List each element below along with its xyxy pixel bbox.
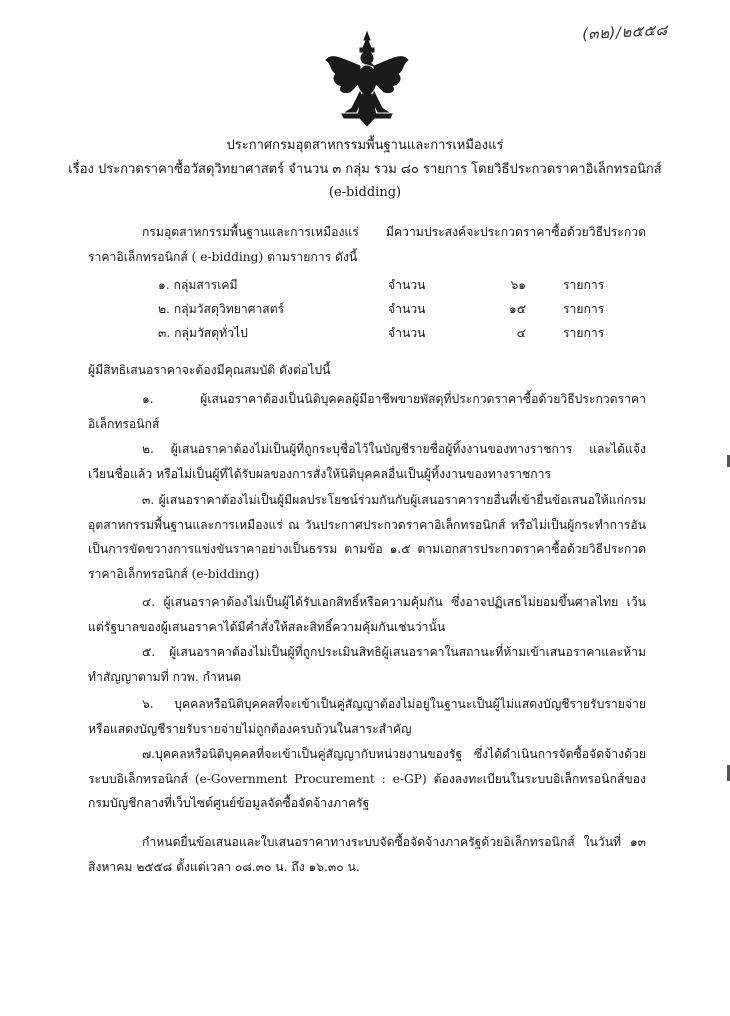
group-qty: ๑๕ bbox=[509, 302, 526, 316]
group-qty-label: จำนวน bbox=[388, 326, 426, 340]
deadline-text: กำหนดยื่นข้อเสนอและใบเสนอราคาทางระบบจัดซื้อจัดจ้างภาครัฐด้วยอิเล็กทรอนิกส์ ในวันที่ ๑๓ สิงหาคม ๒๕๕๘ ตั้งแต่เวลา ๐๘.๓๐ น. ถึง ๑๖.๓๐ น. bbox=[88, 835, 646, 874]
qualifications-heading: ผู้มีสิทธิเสนอราคาจะต้องมีคุณสมบัติ ดังต่อไปนี้ bbox=[88, 363, 331, 377]
group-row bbox=[158, 300, 618, 324]
qualification-item-1 bbox=[88, 387, 646, 436]
group-unit: รายการ bbox=[563, 326, 605, 340]
qualification-item-4 bbox=[88, 590, 646, 639]
submission-deadline-paragraph bbox=[88, 830, 646, 879]
qualification-text: ๑. ผู้เสนอราคาต้องเป็นนิติบุคคลผู้มีอาชีพขายพัสดุที่ประกวดราคาซื้อด้วยวิธีประกวดราคาอิเล็กทรอนิกส์ bbox=[88, 392, 646, 431]
qualification-item-3 bbox=[88, 488, 646, 586]
group-unit: รายการ bbox=[563, 278, 605, 292]
qualification-item-6 bbox=[88, 692, 646, 741]
group-name: ๓. กลุ่มวัสดุทั่วไป bbox=[158, 326, 248, 340]
qualification-text: ๗.บุคคลหรือนิติบุคคลที่จะเข้าเป็นคู่สัญญากับหน่วยงานของรัฐ ซึ่งได้ดำเนินการจัดซื้อจัดจ้างด้วยระบบอิเล็กทรอนิกส์ (e-Government Procurement : e-GP) ต้องลงทะเบียนในระบบอิเล็กทรอนิกส์ของกรมบัญชีกลางที่เว็บไซต์ศูนย์ข้อมูลจัดซื้อจัดจ้างภาครัฐ bbox=[88, 747, 646, 810]
group-name: ๑. กลุ่มสารเคมี bbox=[158, 278, 238, 292]
handwritten-reference-note: (๓๒)/๒๕๕๘ bbox=[582, 20, 669, 44]
group-row bbox=[158, 276, 618, 300]
group-qty-label: จำนวน bbox=[388, 278, 426, 292]
group-row bbox=[158, 324, 618, 348]
group-unit: รายการ bbox=[563, 302, 605, 316]
announcement-method: (e-bidding) bbox=[328, 185, 402, 200]
qualification-item-2 bbox=[88, 437, 646, 486]
garuda-emblem-icon bbox=[322, 30, 412, 130]
qualification-item-7 bbox=[88, 742, 646, 816]
group-name: ๒. กลุ่มวัสดุวิทยาศาสตร์ bbox=[158, 302, 285, 316]
qualification-text: ๕. ผู้เสนอราคาต้องไม่เป็นผู้ที่ถูกประเมินสิทธิผู้เสนอราคาในสถานะที่ห้ามเข้าเสนอราคาและห้ามทำสัญญาตามที่ กวพ. กำหนด bbox=[88, 645, 646, 684]
intro-text: กรมอุตสาหกรรมพื้นฐานและการเหมืองแร่ มีความประสงค์จะประกวดราคาซื้อด้วยวิธีประกวดราคาอิเล็กทรอนิกส์ ( e-bidding) ตามรายการ ดังนี้ bbox=[88, 225, 646, 264]
qualification-text: ๔. ผู้เสนอราคาต้องไม่เป็นผู้ได้รับเอกสิทธิ์หรือความคุ้มกัน ซึ่งอาจปฏิเสธไม่ยอมขึ้นศาลไทย เว้นแต่รัฐบาลของผู้เสนอราคาได้มีคำสั่งให้สละสิทธิ์ความคุ้มกันเช่นว่านั้น bbox=[88, 595, 646, 634]
group-qty-label: จำนวน bbox=[388, 302, 426, 316]
qualification-text: ๖. บุคคลหรือนิติบุคคลที่จะเข้าเป็นคู่สัญญาต้องไม่อยู่ในฐานะเป็นผู้ไม่แสดงบัญชีรายรับรายจ่าย หรือแสดงบัญชีรายรับรายจ่ายไม่ถูกต้องครบถ้วนในสาระสำคัญ bbox=[88, 697, 646, 736]
group-qty: ๖๑ bbox=[510, 278, 526, 292]
qualification-text: ๓. ผู้เสนอราคาต้องไม่เป็นผู้มีผลประโยชน์ร่วมกันกับผู้เสนอราคารายอื่นที่เข้ายื่นข้อเสนอให้แก่กรมอุตสาหกรรมพื้นฐานและการเหมืองแร่ ณ วันประกาศประกวดราคาอิเล็กทรอนิกส์ หรือไม่เป็นผู้กระทำการอันเป็นการขัดขวางการแข่งขันราคาอย่างเป็นธรรม ตามข้อ ๑.๕ ตามเอกสารประกวดราคาซื้อด้วยวิธีประกวดราคาอิเล็กทรอนิกส์ (e-bidding) bbox=[88, 493, 646, 581]
qualification-text: ๒. ผู้เสนอราคาต้องไม่เป็นผู้ที่ถูกระบุชื่อไว้ในบัญชีรายชื่อผู้ทิ้งงานของทางราชการ และได้แจ้งเวียนชื่อแล้ว หรือไม่เป็นผู้ที่ได้รับผลของการสั่งให้นิติบุคคลอื่นเป็นผู้ทิ้งงานของทางราชการ bbox=[88, 442, 646, 481]
announcement-subject: เรื่อง ประกวดราคาซื้อวัสดุวิทยาศาสตร์ จำนวน ๓ กลุ่ม รวม ๘๐ รายการ โดยวิธีประกวดราคาอิเล็กทรอนิกส์ bbox=[68, 162, 662, 177]
intro-paragraph bbox=[88, 220, 646, 269]
group-qty: ๔ bbox=[516, 326, 526, 340]
qualification-item-5 bbox=[88, 640, 646, 689]
announcement-issuer: ประกาศกรมอุตสาหกรรมพื้นฐานและการเหมืองแร่ bbox=[226, 138, 504, 153]
